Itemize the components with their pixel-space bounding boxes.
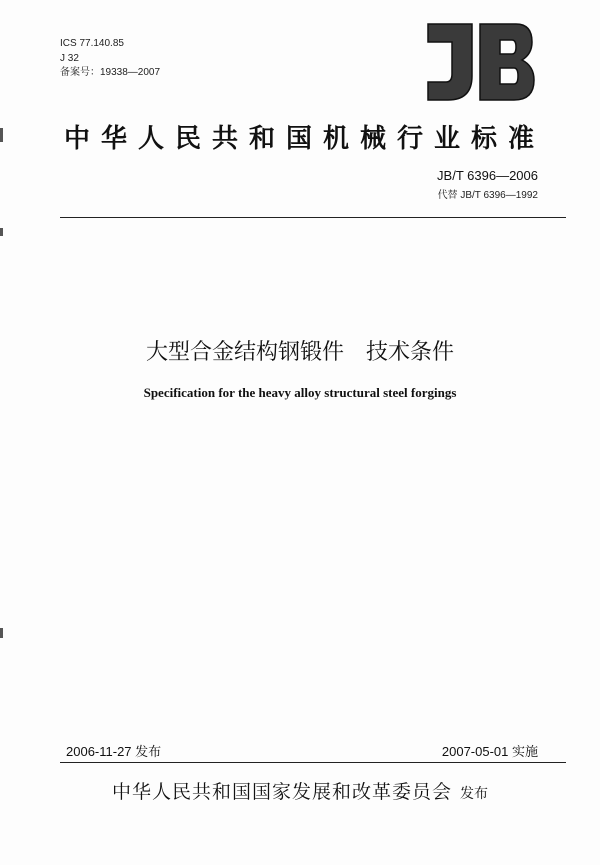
jb-logo-icon xyxy=(420,18,538,106)
document-title-en: Specification for the heavy alloy structural steel forgings xyxy=(143,385,457,400)
scan-artifact xyxy=(0,128,3,142)
top-divider xyxy=(60,217,566,218)
record-number: 备案号：19338—2007 xyxy=(60,67,161,78)
standard-number: JB/T 6396—2006 xyxy=(437,168,538,183)
bottom-divider xyxy=(60,762,566,763)
issuer-name: 中华人民共和国国家发展和改革委员会 xyxy=(111,781,452,803)
document-title-cn: 大型合金结构钢锻件 技术条件 xyxy=(145,340,454,365)
issuer-action: 发布 xyxy=(460,786,488,802)
industry-standard-title: 中华人民共和国机械行业标准 xyxy=(64,124,546,154)
issuing-authority xyxy=(0,777,600,804)
jb-logo xyxy=(420,18,538,106)
scan-artifact xyxy=(0,628,3,638)
implementation-date: 2007-05-01 实施 xyxy=(441,744,538,759)
ics-code: ICS 77.140.85 xyxy=(60,38,124,49)
issue-date: 2006-11-27 发布 xyxy=(66,744,162,759)
classification-code: J 32 xyxy=(60,53,79,64)
scan-artifact xyxy=(0,228,3,236)
replaces-standard: 代替 JB/T 6396—1992 xyxy=(437,190,538,201)
